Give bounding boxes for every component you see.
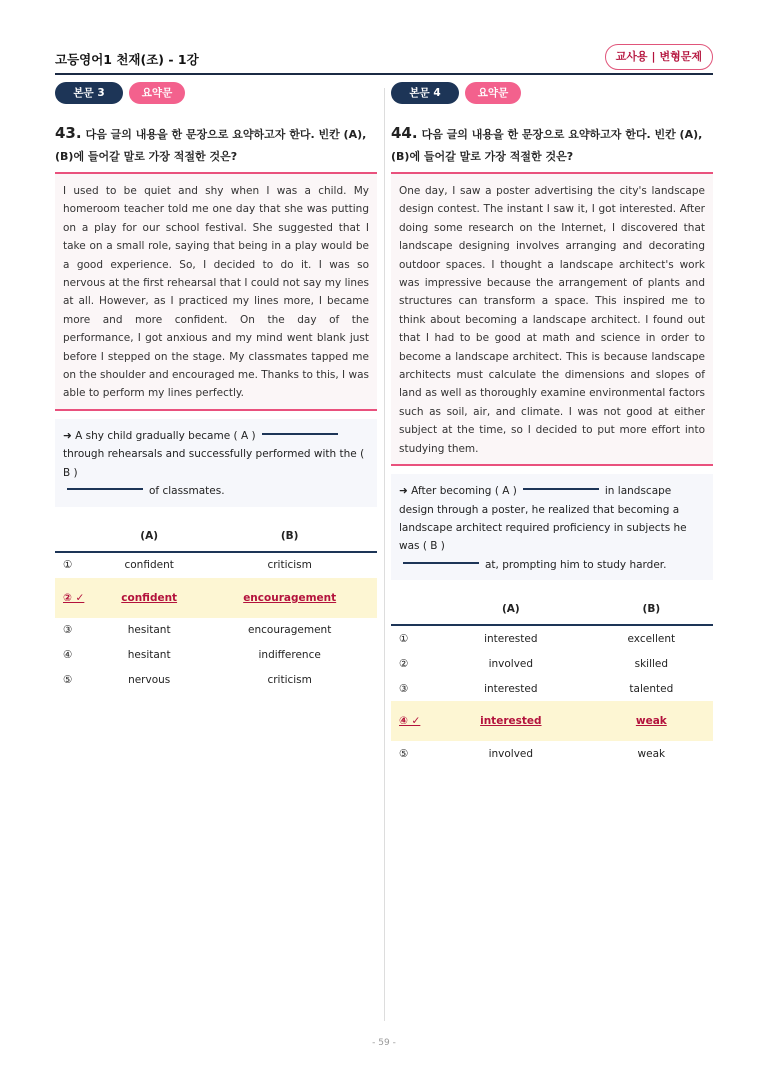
question-number: 44.	[391, 124, 418, 142]
badge-separator: |	[651, 50, 656, 63]
option-number: ④ ✓	[391, 701, 432, 741]
badge-type-label: 변형문제	[659, 50, 702, 63]
option-number: ⑤	[63, 674, 73, 686]
option-number: ①	[63, 559, 73, 571]
option-a: hesitant	[127, 649, 171, 661]
question-text: 다음 글의 내용을 한 문장으로 요약하고자 한다. 빈칸 (A), (B)에 들어갈 말로 가장 적절한 것은?	[391, 128, 703, 163]
option-a: confident	[124, 559, 174, 571]
option-b: excellent	[627, 632, 676, 645]
option-number: ⑤	[399, 747, 409, 760]
option-number: ④	[63, 649, 73, 661]
passage-tag: 본문 3	[55, 82, 123, 104]
option-b-text: encouragement	[243, 591, 337, 604]
page-header	[55, 44, 713, 74]
question-prompt	[55, 122, 377, 168]
summary-part-1: ➜ After becoming ( A )	[399, 485, 517, 498]
option-a: interested	[484, 632, 538, 645]
answer-choices-table	[391, 594, 713, 766]
summary-part-3: at, prompting him to study harder.	[485, 558, 667, 571]
question-43-column	[55, 82, 377, 693]
option-number: ② ✓	[55, 578, 96, 618]
page-number: - 59 -	[372, 1038, 396, 1048]
answer-choices-table	[55, 521, 377, 693]
summary-part-3: of classmates.	[149, 485, 225, 498]
summary-sentence	[391, 474, 713, 580]
summary-part-1: ➜ A shy child gradually became ( A )	[63, 429, 256, 442]
answer-option-1[interactable]	[391, 625, 713, 651]
option-a: interested	[484, 682, 538, 695]
option-a: hesitant	[127, 624, 171, 636]
passage-divider	[391, 464, 713, 466]
header-divider	[55, 73, 713, 75]
summary-type-tag: 요약문	[465, 82, 521, 104]
option-a: nervous	[128, 674, 171, 686]
passage-text: I used to be quiet and shy when I was a child. My homeroom teacher told me one day that she was putting on a play for our school festival. She suggested that I take on a small role, saying that being in a play would be a good experience. So, I decided to do it. I was so nervous at the first rehearsal that I could not say my lines at all. However, as I practiced my lines more, I became more and more confident. On the day of the performance, I got anxious and my mind went blank just before I stepped on the stage. My classmates tapped me on the shoulder and encouraged me. Thanks to this, I was able to perform my lines perfectly.	[55, 174, 377, 409]
option-b	[590, 701, 713, 741]
summary-type-tag: 요약문	[129, 82, 185, 104]
question-tags	[391, 82, 713, 104]
option-b-text: weak	[635, 715, 667, 728]
answer-option-4-correct[interactable]	[391, 701, 713, 741]
blank-b	[403, 562, 479, 564]
answer-header-a: (A)	[96, 521, 202, 552]
question-prompt	[391, 122, 713, 168]
option-number: ②	[399, 657, 409, 670]
option-b: talented	[629, 682, 674, 695]
option-a	[96, 578, 202, 618]
column-divider	[384, 88, 385, 1021]
answer-option-3[interactable]	[391, 676, 713, 701]
option-a-text: interested	[480, 715, 542, 728]
option-b: weak	[637, 747, 666, 760]
answer-option-1[interactable]	[55, 552, 377, 578]
question-44-column	[391, 82, 713, 766]
answer-option-2[interactable]	[391, 651, 713, 676]
option-b: encouragement	[248, 624, 332, 636]
option-number: ③	[63, 624, 73, 636]
badge-teacher-label: 교사용	[615, 50, 648, 63]
answer-option-5[interactable]	[55, 668, 377, 693]
option-number: ①	[399, 632, 409, 645]
passage-divider	[55, 409, 377, 411]
answer-header-a: (A)	[432, 594, 590, 625]
option-number: ③	[399, 682, 409, 695]
page-title: 고등영어1 천재(조) - 1강	[55, 52, 199, 67]
answer-header-blank	[55, 521, 96, 552]
option-a-text: confident	[121, 591, 178, 604]
summary-sentence	[55, 419, 377, 507]
answer-header-b: (B)	[590, 594, 713, 625]
question-tags	[55, 82, 377, 104]
blank-a	[523, 488, 599, 490]
passage-text: One day, I saw a poster advertising the city's landscape design contest. The instant I saw it, I got interested. After doing some research on the Internet, I discovered that landscape designing involves arranging and decorating outdoor spaces. I thought a landscape architect's work was impressive because the arrangement of plants and structures can transform a space. This inspired me to think about becoming a landscape architect. I found out that I had to be good at math and science in order to become a landscape architect. This is because landscape architects must calculate the dimensions and slopes of land as well as thoroughly examine environmental factors such as soil, air, and climate. I was not good at either subject at the time, so I decided to put more effort into studying them.	[391, 174, 713, 464]
answer-header-blank	[391, 594, 432, 625]
answer-header-b: (B)	[202, 521, 377, 552]
option-b: indifference	[258, 649, 321, 661]
option-b: criticism	[267, 674, 312, 686]
teacher-version-badge	[605, 44, 713, 70]
passage-tag: 본문 4	[391, 82, 459, 104]
option-b	[202, 578, 377, 618]
option-a: involved	[488, 657, 534, 670]
answer-option-3[interactable]	[55, 618, 377, 643]
question-text: 다음 글의 내용을 한 문장으로 요약하고자 한다. 빈칸 (A), (B)에 들어갈 말로 가장 적절한 것은?	[55, 128, 367, 163]
option-a: involved	[488, 747, 534, 760]
summary-part-2: in landscape design through a poster, he realized that becoming a landscape architect required proficiency in subjects he was ( B )	[399, 485, 687, 553]
summary-part-2: through rehearsals and successfully performed with the ( B )	[63, 448, 365, 479]
blank-a	[262, 433, 338, 435]
blank-b	[67, 488, 143, 490]
answer-header-row	[55, 521, 377, 552]
option-b: skilled	[634, 657, 669, 670]
answer-option-4[interactable]	[55, 643, 377, 668]
option-b: criticism	[267, 559, 312, 571]
option-a	[432, 701, 590, 741]
answer-option-5[interactable]	[391, 741, 713, 766]
question-number: 43.	[55, 124, 82, 142]
answer-header-row	[391, 594, 713, 625]
answer-option-2-correct[interactable]	[55, 578, 377, 618]
